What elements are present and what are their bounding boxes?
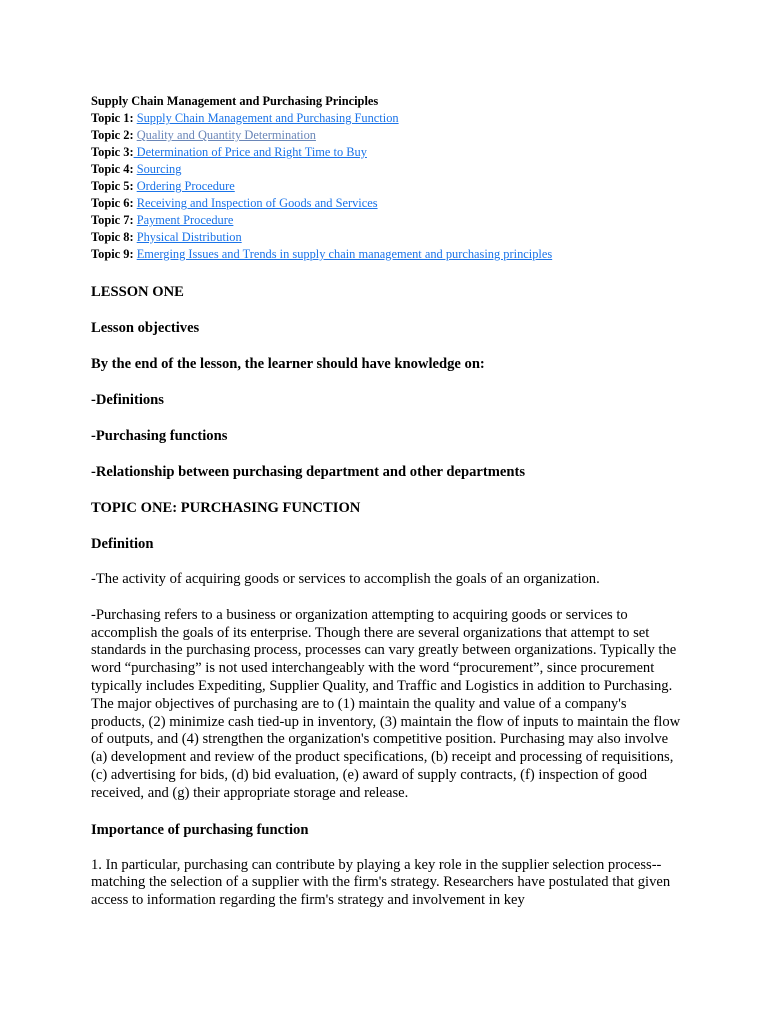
objectives-intro: By the end of the lesson, the learner should have knowledge on: [91, 356, 485, 372]
toc-item-topic-1 [91, 110, 681, 127]
toc-item-topic-9 [91, 246, 681, 263]
toc-topic-number: Topic 2: [91, 128, 134, 142]
toc-link-topic-5[interactable]: Ordering Procedure [136, 179, 235, 193]
document-title: Supply Chain Management and Purchasing Principles [91, 94, 379, 108]
topic-heading: TOPIC ONE: PURCHASING FUNCTION [91, 500, 361, 516]
toc-link-topic-8[interactable]: Physical Distribution [136, 230, 242, 244]
toc-link-topic-9[interactable]: Emerging Issues and Trends in supply chain management and purchasing principles [136, 247, 553, 261]
toc-topic-number: Topic 4: [91, 162, 134, 176]
toc-link-topic-4[interactable]: Sourcing [136, 162, 182, 176]
importance-paragraph-1: 1. In particular, purchasing can contribute by playing a key role in the supplier selection process--matching the selection of a supplier with the firm's strategy. Researchers have postulated that given access to information regarding the firm's strategy and involvement in key [91, 856, 671, 909]
toc-topic-number: Topic 7: [91, 213, 134, 227]
toc-link-topic-3[interactable]: Determination of Price and Right Time to Buy [133, 145, 367, 159]
toc-topic-number: Topic 3: [91, 145, 134, 159]
objective-item: -Relationship between purchasing department and other departments [91, 464, 526, 480]
table-of-contents [91, 110, 681, 263]
toc-link-topic-2[interactable]: Quality and Quantity Determination [136, 128, 316, 142]
toc-topic-number: Topic 8: [91, 230, 134, 244]
toc-topic-number: Topic 6: [91, 196, 134, 210]
toc-item-topic-6 [91, 195, 681, 212]
toc-topic-number: Topic 1: [91, 111, 134, 125]
toc-link-topic-1[interactable]: Supply Chain Management and Purchasing Function [136, 111, 399, 125]
toc-link-topic-7[interactable]: Payment Procedure [136, 213, 234, 227]
toc-item-topic-5 [91, 178, 681, 195]
toc-item-topic-4 [91, 161, 681, 178]
toc-item-topic-7 [91, 212, 681, 229]
objective-item: -Definitions [91, 392, 164, 408]
definition-paragraph-1: -The activity of acquiring goods or services to accomplish the goals of an organization. [91, 571, 600, 587]
toc-item-topic-3 [91, 144, 681, 161]
toc-item-topic-8 [91, 229, 681, 246]
objectives-heading: Lesson objectives [91, 320, 200, 336]
toc-topic-number: Topic 9: [91, 247, 134, 261]
toc-topic-number: Topic 5: [91, 179, 134, 193]
objective-item: -Purchasing functions [91, 428, 228, 444]
toc-link-topic-6[interactable]: Receiving and Inspection of Goods and Services [136, 196, 378, 210]
importance-heading: Importance of purchasing function [91, 821, 309, 838]
definition-heading: Definition [91, 536, 154, 552]
definition-paragraph-2: -Purchasing refers to a business or organization attempting to acquiring goods or services to accomplish the goals of its enterprise. Though there are several organizations that attempt to set standards in the purchasing process, processes can vary greatly between organizations. Typically the word “purchasing” is not used interchangeably with the word “procurement”, since procurement typically includes Expediting, Supplier Quality, and Traffic and Logistics in addition to Purchasing. [91, 606, 677, 694]
lesson-heading: LESSON ONE [91, 284, 184, 300]
toc-item-topic-2 [91, 127, 681, 144]
document-page [91, 93, 681, 910]
objectives-paragraph: The major objectives of purchasing are to (1) maintain the quality and value of a company's products, (2) minimize cash tied-up in inventory, (3) maintain the flow of inputs to maintain the flow of outputs, and (4) strengthen the organization's competitive position. Purchasing may also involve (a) development and review of the product specifications, (b) receipt and processing of requisitions, (c) advertising for bids, (d) bid evaluation, (e) award of supply contracts, (f) inspection of good received, and (g) their appropriate storage and release. [91, 695, 681, 801]
